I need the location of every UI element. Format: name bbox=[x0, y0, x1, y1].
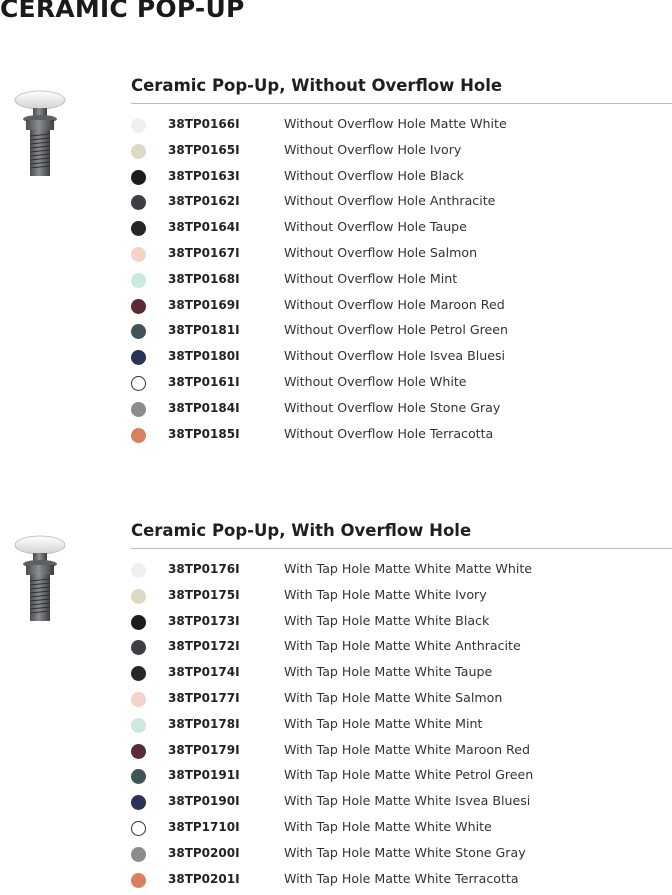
product-row bbox=[0, 560, 672, 586]
product-row bbox=[0, 792, 672, 818]
product-code: 38TP0166I bbox=[168, 117, 240, 131]
color-swatch bbox=[131, 718, 146, 733]
product-code: 38TP0165I bbox=[168, 142, 240, 157]
section-title: Ceramic Pop-Up, Without Overflow Hole bbox=[131, 76, 503, 95]
product-row bbox=[0, 715, 672, 741]
product-code: 38TP0200I bbox=[168, 845, 240, 860]
product-description: Without Overflow Hole Mint bbox=[284, 270, 458, 286]
product-description: Without Overflow Hole White bbox=[284, 373, 467, 389]
product-description: With Tap Hole Matte White Matte White bbox=[284, 561, 533, 576]
product-row bbox=[0, 870, 672, 895]
product-row bbox=[0, 741, 672, 767]
product-code: 38TP0172I bbox=[168, 639, 240, 654]
product-row bbox=[0, 347, 672, 373]
product-list bbox=[0, 560, 672, 895]
product-code: 38TP0184I bbox=[168, 400, 240, 415]
product-row bbox=[0, 612, 672, 638]
product-row bbox=[0, 270, 672, 296]
color-swatch bbox=[131, 744, 146, 759]
product-code: 38TP0174I bbox=[168, 665, 240, 680]
section-divider bbox=[131, 103, 672, 104]
product-description: With Tap Hole Matte White Terracotta bbox=[284, 870, 519, 886]
product-description: Without Overflow Hole Anthracite bbox=[284, 193, 496, 209]
color-swatch bbox=[131, 821, 146, 836]
product-row bbox=[0, 373, 672, 399]
product-row bbox=[0, 321, 672, 347]
product-row bbox=[0, 244, 672, 270]
product-description: Without Overflow Hole Maroon Red bbox=[284, 296, 505, 312]
color-swatch bbox=[131, 170, 146, 185]
product-code: 38TP0177I bbox=[168, 690, 240, 705]
product-description: Without Overflow Hole Black bbox=[284, 167, 464, 183]
color-swatch bbox=[131, 221, 146, 236]
section-title: Ceramic Pop-Up, With Overflow Hole bbox=[131, 521, 472, 540]
color-swatch bbox=[131, 428, 146, 443]
product-row bbox=[0, 296, 672, 322]
color-swatch bbox=[131, 273, 146, 288]
product-code: 38TP0173I bbox=[168, 613, 240, 628]
product-code: 38TP0176I bbox=[168, 562, 240, 576]
color-swatch bbox=[131, 795, 146, 810]
color-swatch bbox=[131, 118, 146, 133]
page-title: CERAMIC POP-UP bbox=[0, 0, 245, 23]
color-swatch bbox=[131, 666, 146, 681]
product-row bbox=[0, 167, 672, 193]
product-row bbox=[0, 218, 672, 244]
product-code: 38TP0167I bbox=[168, 245, 240, 260]
product-row bbox=[0, 192, 672, 218]
product-row bbox=[0, 766, 672, 792]
color-swatch bbox=[131, 692, 146, 707]
product-code: 38TP0161I bbox=[168, 374, 240, 389]
product-code: 38TP0169I bbox=[168, 297, 240, 312]
product-code: 38TP0191I bbox=[168, 768, 240, 783]
color-swatch bbox=[131, 873, 146, 888]
color-swatch bbox=[131, 847, 146, 862]
color-swatch bbox=[131, 615, 146, 630]
color-swatch bbox=[131, 299, 146, 314]
product-description: With Tap Hole Matte White Isvea Bluesi bbox=[284, 793, 531, 809]
product-code: 38TP0168I bbox=[168, 271, 240, 286]
product-description: Without Overflow Hole Stone Gray bbox=[284, 399, 501, 415]
product-code: 38TP0163I bbox=[168, 168, 240, 183]
product-code: 38TP0164I bbox=[168, 220, 240, 235]
color-swatch bbox=[131, 376, 146, 391]
product-code: 38TP0185I bbox=[168, 426, 240, 441]
product-code: 38TP0162I bbox=[168, 194, 240, 209]
product-description: Without Overflow Hole Terracotta bbox=[284, 425, 494, 441]
color-swatch bbox=[131, 589, 146, 604]
product-code: 38TP0175I bbox=[168, 587, 240, 602]
product-description: Without Overflow Hole Matte White bbox=[284, 116, 507, 131]
product-list bbox=[0, 115, 672, 450]
product-description: With Tap Hole Matte White Mint bbox=[284, 715, 483, 731]
product-description: With Tap Hole Matte White Maroon Red bbox=[284, 741, 530, 757]
product-description: With Tap Hole Matte White Salmon bbox=[284, 689, 503, 705]
color-swatch bbox=[131, 563, 146, 578]
product-description: With Tap Hole Matte White Stone Gray bbox=[284, 844, 526, 860]
product-description: With Tap Hole Matte White Taupe bbox=[284, 664, 493, 680]
product-description: Without Overflow Hole Taupe bbox=[284, 219, 467, 235]
product-row bbox=[0, 399, 672, 425]
product-description: Without Overflow Hole Petrol Green bbox=[284, 322, 508, 338]
product-row bbox=[0, 586, 672, 612]
product-description: With Tap Hole Matte White Petrol Green bbox=[284, 767, 534, 783]
product-description: Without Overflow Hole Isvea Bluesi bbox=[284, 348, 506, 364]
product-code: 38TP0178I bbox=[168, 716, 240, 731]
product-description: With Tap Hole Matte White Anthracite bbox=[284, 638, 521, 654]
product-code: 38TP0180I bbox=[168, 349, 240, 364]
product-row bbox=[0, 637, 672, 663]
product-row bbox=[0, 115, 672, 141]
product-code: 38TP1710I bbox=[168, 819, 240, 834]
color-swatch bbox=[131, 247, 146, 262]
product-row bbox=[0, 689, 672, 715]
color-swatch bbox=[131, 350, 146, 365]
color-swatch bbox=[131, 195, 146, 210]
product-description: With Tap Hole Matte White White bbox=[284, 818, 492, 834]
product-code: 38TP0179I bbox=[168, 742, 240, 757]
color-swatch bbox=[131, 769, 146, 784]
product-description: With Tap Hole Matte White Black bbox=[284, 612, 490, 628]
product-code: 38TP0201I bbox=[168, 871, 240, 886]
product-row bbox=[0, 844, 672, 870]
product-row bbox=[0, 818, 672, 844]
color-swatch bbox=[131, 402, 146, 417]
product-description: With Tap Hole Matte White Ivory bbox=[284, 586, 487, 602]
product-row bbox=[0, 425, 672, 451]
product-code: 38TP0181I bbox=[168, 323, 240, 338]
product-description: Without Overflow Hole Salmon bbox=[284, 244, 478, 260]
product-row bbox=[0, 141, 672, 167]
product-row bbox=[0, 663, 672, 689]
color-swatch bbox=[131, 144, 146, 159]
product-code: 38TP0190I bbox=[168, 794, 240, 809]
section-divider bbox=[131, 548, 672, 549]
color-swatch bbox=[131, 640, 146, 655]
product-description: Without Overflow Hole Ivory bbox=[284, 141, 462, 157]
color-swatch bbox=[131, 324, 146, 339]
